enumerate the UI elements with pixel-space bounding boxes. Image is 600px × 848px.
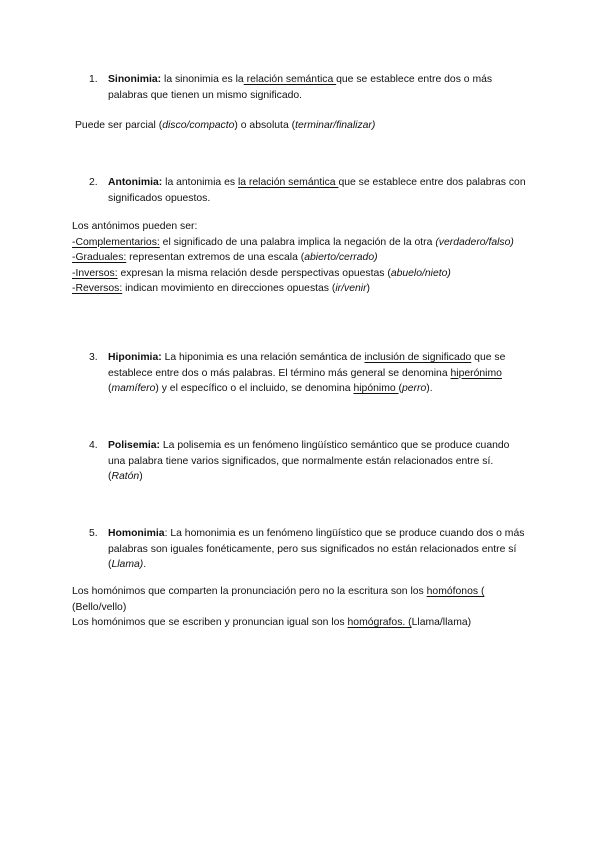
- text: Puede ser parcial (: [75, 120, 163, 131]
- item-text: Hiponimia: La hiponimia es una relación semántica de inclusión de significado que se establece entre dos o más palabras. El término más general se denomina hiperónimo (mamífero) y el específico o el incluido, se denomina hipónimo (perro).: [108, 352, 506, 394]
- text: ).: [426, 383, 433, 394]
- item-text: [108, 438, 529, 485]
- underlined-phrase: inclusión de significado: [364, 352, 472, 363]
- homofonos-line: [72, 584, 537, 615]
- sinonimia-note: [75, 118, 545, 134]
- example: disco/compacto: [162, 120, 235, 131]
- text: (Bello/vello): [72, 601, 127, 613]
- underlined-term: homógrafos. (: [347, 617, 412, 628]
- text: la sinonimia es la: [161, 74, 244, 85]
- term-homonimia: Homonimia: [108, 528, 165, 539]
- text: la antonimia es: [162, 177, 238, 188]
- homografos-line: [72, 615, 537, 631]
- text: : La homonimia es un fenómeno lingüístico que se produce cuando dos o más palabras son iguales fonéticamente, pero sus significados no están relacionados entre sí (: [108, 528, 525, 570]
- text: La polisemia es un fenómeno lingüístico semántico que se produce cuando una palabra tiene varios significados, que normalmente están relacionados entre sí. (: [108, 440, 510, 482]
- list-number: 3.: [89, 352, 98, 363]
- antonimo-type-graduales: [72, 250, 542, 266]
- example: Ratón: [111, 471, 140, 482]
- text: ) y el específico o el incluido, se denomina: [155, 383, 354, 394]
- term-hiponimia: Hiponimia:: [108, 352, 162, 363]
- example: abuelo/nieto): [390, 267, 451, 279]
- text: Los homónimos que se escriben y pronuncian igual son los: [72, 617, 348, 628]
- list-number: 1.: [89, 74, 98, 85]
- underlined-phrase: relación semántica: [243, 74, 337, 85]
- example: perro: [402, 383, 427, 394]
- example: ir/venir: [335, 283, 367, 294]
- underlined-phrase: la relación semántica: [237, 177, 339, 188]
- item-text: [108, 526, 529, 573]
- example: terminar/finalizar): [295, 120, 376, 131]
- text: que se establece entre dos palabras con significados opuestos.: [108, 177, 526, 204]
- text: representan extremos de una escala (: [126, 252, 305, 263]
- example: (verdadero/falso): [435, 236, 514, 248]
- list-item-hiponimia: [89, 350, 529, 397]
- antonimo-type-inversos: [72, 266, 542, 282]
- type-label: -Graduales:: [72, 252, 127, 263]
- antonimos-intro: Los antónimos pueden ser:: [72, 221, 198, 232]
- list-number: 2.: [89, 177, 98, 188]
- example: mamífero: [111, 383, 156, 394]
- example: Llama): [111, 559, 144, 570]
- text: .: [143, 559, 147, 570]
- term-polisemia: Polisemia:: [108, 440, 160, 451]
- antonimos-block: [72, 219, 542, 297]
- text: Los homónimos que comparten la pronunciación pero no la escritura son los: [72, 586, 427, 597]
- text: que se establece entre dos o más palabras. El término más general se denomina: [108, 352, 506, 379]
- list-item-sinonimia: [89, 72, 529, 103]
- list-number: 4.: [89, 440, 98, 451]
- type-label: -Complementarios:: [72, 236, 160, 248]
- antonimo-type-complementarios: [72, 235, 542, 251]
- text: ) o absoluta (: [234, 120, 296, 131]
- text: Llama/llama): [411, 617, 472, 628]
- list-item-polisemia: [89, 438, 529, 485]
- list-item-homonimia: [89, 526, 529, 573]
- type-label: -Inversos:: [72, 267, 118, 279]
- text: ): [366, 283, 371, 294]
- example: abierto/cerrado): [304, 252, 378, 263]
- list-item-antonimia: [89, 175, 529, 206]
- text: La hiponimia es una relación semántica de: [161, 352, 365, 363]
- text: que se establece entre dos o más palabras que tienen un mismo significado.: [108, 74, 493, 101]
- antonimo-type-reversos: [72, 281, 542, 297]
- text: indican movimiento en direcciones opuestas (: [122, 283, 336, 294]
- item-text: [108, 72, 529, 103]
- list-number: 5.: [89, 528, 98, 539]
- underlined-term: hipónimo: [353, 383, 399, 394]
- text: el significado de una palabra implica la negación de la otra: [159, 236, 436, 248]
- underlined-term: hiperónimo: [450, 367, 502, 379]
- item-text: [108, 175, 529, 206]
- homonimos-block: [72, 584, 537, 631]
- term-antonimia: Antonimia:: [108, 177, 163, 188]
- text: expresan la misma relación desde perspectivas opuestas (: [117, 267, 391, 279]
- type-label: -Reversos:: [72, 283, 123, 294]
- term-sinonimia: Sinonimia:: [108, 74, 162, 85]
- text: ): [139, 471, 143, 482]
- underlined-term: homófonos (: [426, 586, 485, 597]
